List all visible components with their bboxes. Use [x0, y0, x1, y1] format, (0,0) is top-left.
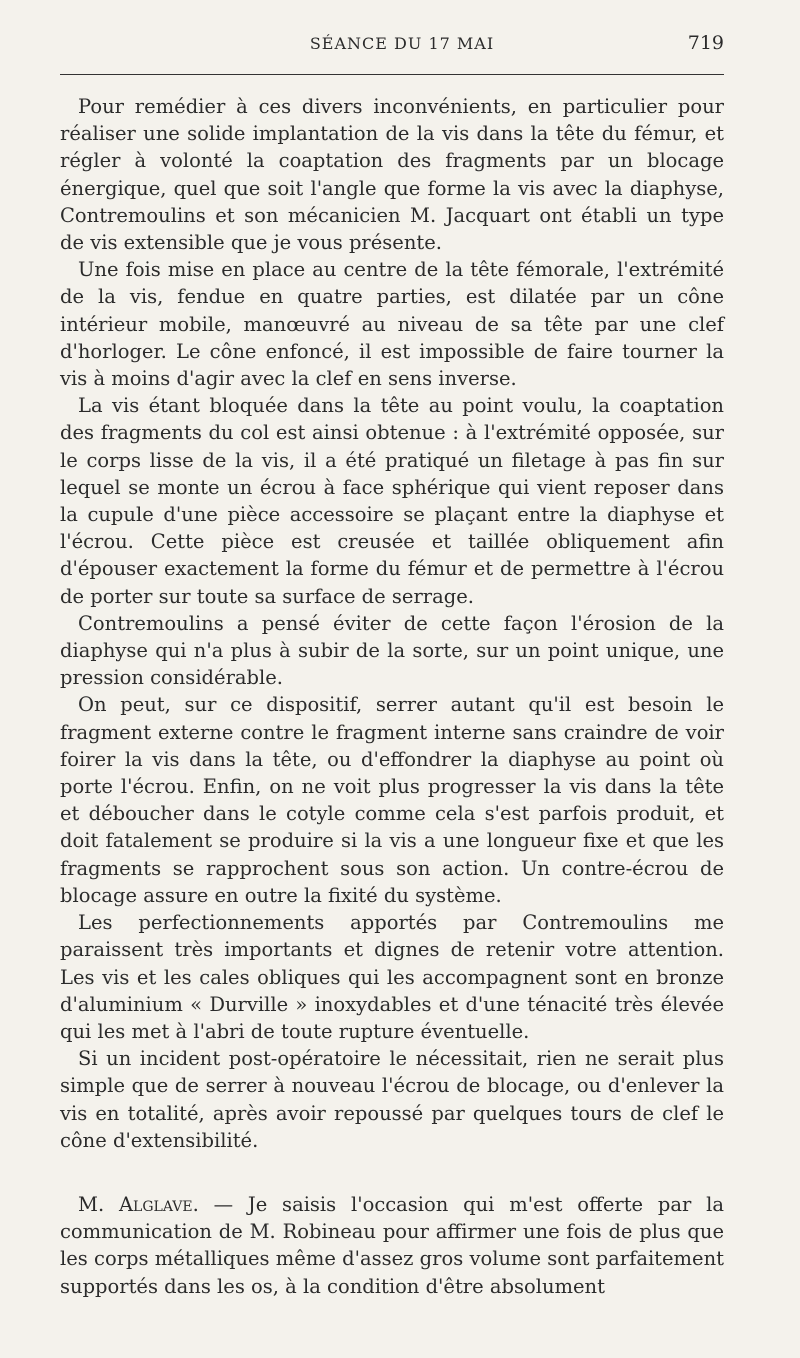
running-head: SÉANCE DU 17 MAI: [309, 34, 495, 53]
speaker-name: M. Alglave.: [78, 1192, 199, 1216]
speaker-text: — Je saisis l'occasion qui m'est offerte par la communication de M. Robineau pour affirmer une fois de plus que les corps métalliques même d'assez gros volume sont parfaitement supportés dans les os, à la condition d'être absolument: [60, 1192, 724, 1298]
speaker-paragraph: [60, 1191, 724, 1300]
paragraph: Une fois mise en place au centre de la tête fémorale, l'extrémité de la vis, fendue en quatre parties, est dilatée par un cône intérieur mobile, manœuvré au niveau de sa tête par une clef d'horloger. Le cône enfoncé, il est impossible de faire tourner la vis à moins d'agir avec la clef en sens inverse.: [60, 258, 724, 391]
paragraph: Contremoulins a pensé éviter de cette façon l'érosion de la diaphyse qui n'a plus à subir de la sorte, sur un point unique, une pression considérable.: [60, 611, 724, 690]
header-rule: [60, 74, 724, 75]
page-number: 719: [687, 32, 724, 54]
page-header: [60, 30, 724, 70]
paragraph: La vis étant bloquée dans la tête au point voulu, la coaptation des fragments du col est ainsi obtenue : à l'extrémité opposée, sur le corps lisse de la vis, il a été pratiqué un filetage à pas fin sur lequel se monte un écrou à face sphérique qui vient reposer dans la cupule d'une pièce accessoire se plaçant entre la diaphyse et l'écrou. Cette pièce est creusée et taillée obliquement afin d'épouser exactement la forme du fémur et de permettre à l'écrou de porter sur toute sa surface de serrage.: [60, 394, 724, 608]
paragraph: On peut, sur ce dispositif, serrer autant qu'il est besoin le fragment externe contre le fragment interne sans craindre de voir foirer la vis dans la tête, ou d'effondrer la diaphyse au point où porte l'écrou. Enfin, on ne voit plus progresser la vis dans la tête et déboucher dans le cotyle comme cela s'est parfois produit, et doit fatalement se produire si la vis a une longueur fixe et que les fragments se rapprochent sous son action. Un contre-écrou de blocage assure en outre la fixité du système.: [60, 693, 724, 907]
paragraph: Si un incident post-opératoire le nécessitait, rien ne serait plus simple que de serrer à nouveau l'écrou de blocage, ou d'enlever la vis en totalité, après avoir repoussé par quelques tours de clef le cône d'extensibilité.: [60, 1047, 724, 1152]
paragraph: Pour remédier à ces divers inconvénients, en particulier pour réaliser une solide implantation de la vis dans la tête du fémur, et régler à volonté la coaptation des fragments par un blocage énergique, quel que soit l'angle que forme la vis avec la diaphyse, Contremoulins et son mécanicien M. Jacquart ont établi un type de vis extensible que je vous présente.: [60, 95, 724, 255]
paragraph: Les perfectionnements apportés par Contremoulins me paraissent très importants et dignes de retenir votre attention. Les vis et les cales obliques qui les accompagnent sont en bronze d'aluminium « Durville » inoxydables et d'une ténacité très élevée qui les met à l'abri de toute rupture éventuelle.: [60, 911, 724, 1043]
section-gap: [60, 1154, 724, 1191]
body-text: [60, 93, 724, 1300]
